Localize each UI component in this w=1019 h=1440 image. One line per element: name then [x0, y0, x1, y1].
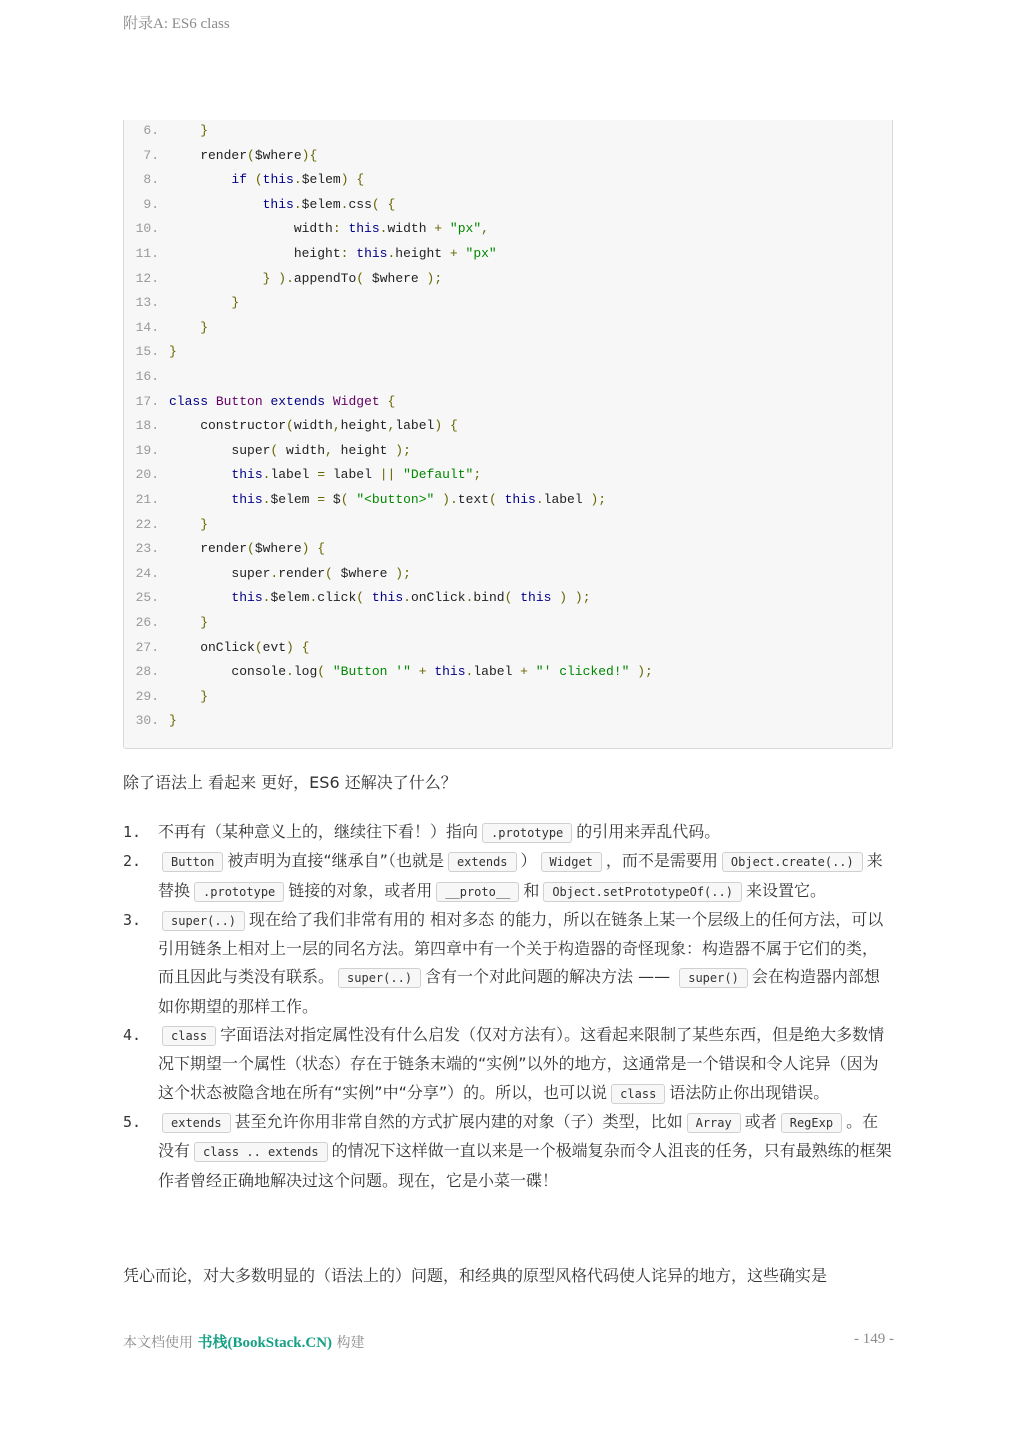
- list-text: 来替换: [158, 851, 883, 900]
- code-block: [123, 120, 893, 749]
- code-text: class Button extends Widget {: [169, 393, 396, 409]
- code-text: }: [200, 615, 209, 630]
- line-number: 16.: [135, 369, 159, 384]
- inline-code: Object.create(..): [722, 852, 863, 872]
- code-text: }: [200, 123, 209, 138]
- code-text: }: [169, 344, 177, 360]
- footer-brand-link[interactable]: 书栈(BookStack.CN): [197, 1335, 333, 1351]
- line-number: 11.: [135, 246, 159, 261]
- list-text: 或者: [744, 1111, 777, 1131]
- list-number: 3.: [123, 910, 142, 929]
- code-text: onClick(evt) {: [169, 639, 310, 655]
- line-number: 10.: [135, 221, 159, 237]
- code-text: if (this.$elem) {: [231, 172, 365, 188]
- line-number: 18.: [135, 418, 159, 434]
- line-number: 23.: [135, 541, 159, 557]
- line-number: 27.: [135, 639, 159, 655]
- line-number: 9.: [143, 196, 159, 212]
- inline-code: __proto__: [436, 882, 519, 902]
- line-number: 30.: [135, 713, 159, 729]
- footer-credit: [123, 1331, 365, 1352]
- feature-list: [123, 818, 893, 1195]
- line-number: 8.: [143, 172, 159, 188]
- code-text: super( width, height );: [169, 442, 411, 458]
- inline-code: class: [162, 1026, 216, 1046]
- code-text: super.render( $where );: [169, 565, 411, 581]
- list-text: 。在没有: [158, 1111, 879, 1161]
- code-text: render($where){: [169, 147, 318, 163]
- inline-code: class: [611, 1084, 665, 1104]
- inline-code: Button: [162, 852, 223, 872]
- line-number: 25.: [135, 590, 159, 606]
- page-number: - 149 -: [854, 1331, 894, 1347]
- list-number: 1.: [123, 823, 142, 841]
- line-number: 19.: [135, 442, 159, 458]
- list-text: 现在给了我们非常有用的 相对多态 的能力，所以在链条上某一个层级上的任何方法，可以引用链条上相对上一层的同名方法。第四章中有一个关于构造器的奇怪现象：构造器不属于它们的类，而且因此与类没有联系。: [158, 909, 884, 987]
- list-item: [123, 1021, 893, 1108]
- list-text: 和: [523, 880, 540, 900]
- inline-code: Array: [687, 1113, 741, 1133]
- inline-code: class .. extends: [194, 1142, 328, 1162]
- line-number: 7.: [143, 147, 159, 163]
- line-number: 26.: [135, 615, 159, 630]
- list-text: 被声明为直接“继承自”（也就是: [227, 851, 444, 871]
- code-text: height: this.height + "px": [169, 246, 497, 261]
- inline-code: super(..): [338, 968, 421, 988]
- list-text: 来设置它。: [745, 880, 826, 900]
- list-text: 语法防止你出现错误。: [669, 1082, 830, 1102]
- list-text: ，而不是需要用: [605, 851, 718, 871]
- code-text: console.log( "Button '" + this.label + "' clicked!" );: [169, 664, 653, 680]
- inline-code: super(): [679, 968, 748, 988]
- intro-paragraph: 除了语法上 看起来 更好，ES6 还解决了什么？: [123, 773, 457, 792]
- code-text: }: [231, 295, 240, 311]
- list-text: 含有一个对此问题的解决方法 ——: [425, 967, 676, 987]
- list-item: [123, 906, 893, 1021]
- code-text: constructor(width,height,label) {: [169, 418, 458, 434]
- list-text: 的引用来弄乱代码。: [576, 822, 721, 841]
- code-text: this.$elem = $( "<button>" ).text( this.label );: [231, 492, 607, 507]
- code-text: this.label = label || "Default";: [231, 467, 482, 483]
- inline-code: .prototype: [194, 882, 284, 902]
- list-text: 会在构造器内部想如你期望的那样工作。: [158, 967, 880, 1016]
- line-number: 24.: [135, 565, 159, 581]
- list-text: 不再有（某种意义上的，继续往下看！）指向: [158, 822, 479, 841]
- code-text: this.$elem.click( this.onClick.bind( this ) );: [231, 590, 591, 606]
- code-text: } ).appendTo( $where );: [262, 270, 443, 286]
- list-text: 字面语法对指定属性没有什么启发（仅对方法有）。这看起来限制了某些东西，但是绝大多数情况下期望一个属性（状态）存在于链条末端的“实例”以外的地方，这通常是一个错误和令人诧异（因为这个状态被隐含地在所有“实例”中“分享”）的。所以，也可以说: [158, 1025, 885, 1102]
- line-number: 14.: [135, 319, 159, 335]
- inline-code: RegExp: [781, 1113, 842, 1133]
- line-number: 12.: [135, 270, 159, 286]
- list-text: ）: [520, 851, 537, 871]
- list-text: 的情况下这样做一直以来是一个极端复杂而令人沮丧的任务，只有最熟练的框架作者曾经正确地解决过这个问题。现在，它是小菜一碟！: [158, 1141, 892, 1190]
- inline-code: super(..): [162, 911, 245, 931]
- line-number: 22.: [135, 516, 159, 532]
- line-number: 28.: [135, 664, 159, 680]
- closing-paragraph: 凭心而论，对大多数明显的（语法上的）问题，和经典的原型风格代码使人诧异的地方，这些确实是: [123, 1266, 828, 1285]
- inline-code: Object.setPrototypeOf(..): [543, 882, 742, 902]
- list-text: 甚至允许你用非常自然的方式扩展内建的对象（子）类型，比如: [234, 1111, 683, 1131]
- list-item: [123, 847, 893, 906]
- list-number: 4.: [123, 1026, 142, 1045]
- code-text: }: [200, 516, 209, 532]
- list-number: 2.: [123, 852, 142, 871]
- code-text: }: [200, 688, 209, 704]
- list-number: 5.: [123, 1112, 142, 1131]
- line-number: 20.: [135, 467, 159, 483]
- list-item: [123, 1108, 893, 1195]
- line-number: 6.: [143, 123, 159, 138]
- line-number: 17.: [135, 393, 159, 409]
- code-text: }: [169, 713, 177, 729]
- list-item: [123, 818, 893, 847]
- inline-code: extends: [448, 852, 517, 872]
- line-number: 13.: [135, 295, 159, 311]
- footer-prefix: 本文档使用: [123, 1335, 193, 1351]
- inline-code: .prototype: [482, 823, 572, 843]
- code-text: render($where) {: [169, 541, 326, 557]
- code-text: this.$elem.css( {: [262, 196, 396, 212]
- line-number: 29.: [135, 688, 159, 704]
- inline-code: extends: [162, 1113, 231, 1133]
- inline-code: Widget: [541, 852, 602, 872]
- line-number: 21.: [135, 492, 159, 507]
- code-text: }: [200, 319, 209, 335]
- code-text: width: this.width + "px",: [169, 221, 489, 237]
- line-number: 15.: [135, 344, 159, 360]
- footer-suffix: 构建: [336, 1335, 365, 1351]
- list-text: 链接的对象，或者用: [288, 880, 433, 900]
- page-header-title: 附录A: ES6 class: [123, 16, 230, 32]
